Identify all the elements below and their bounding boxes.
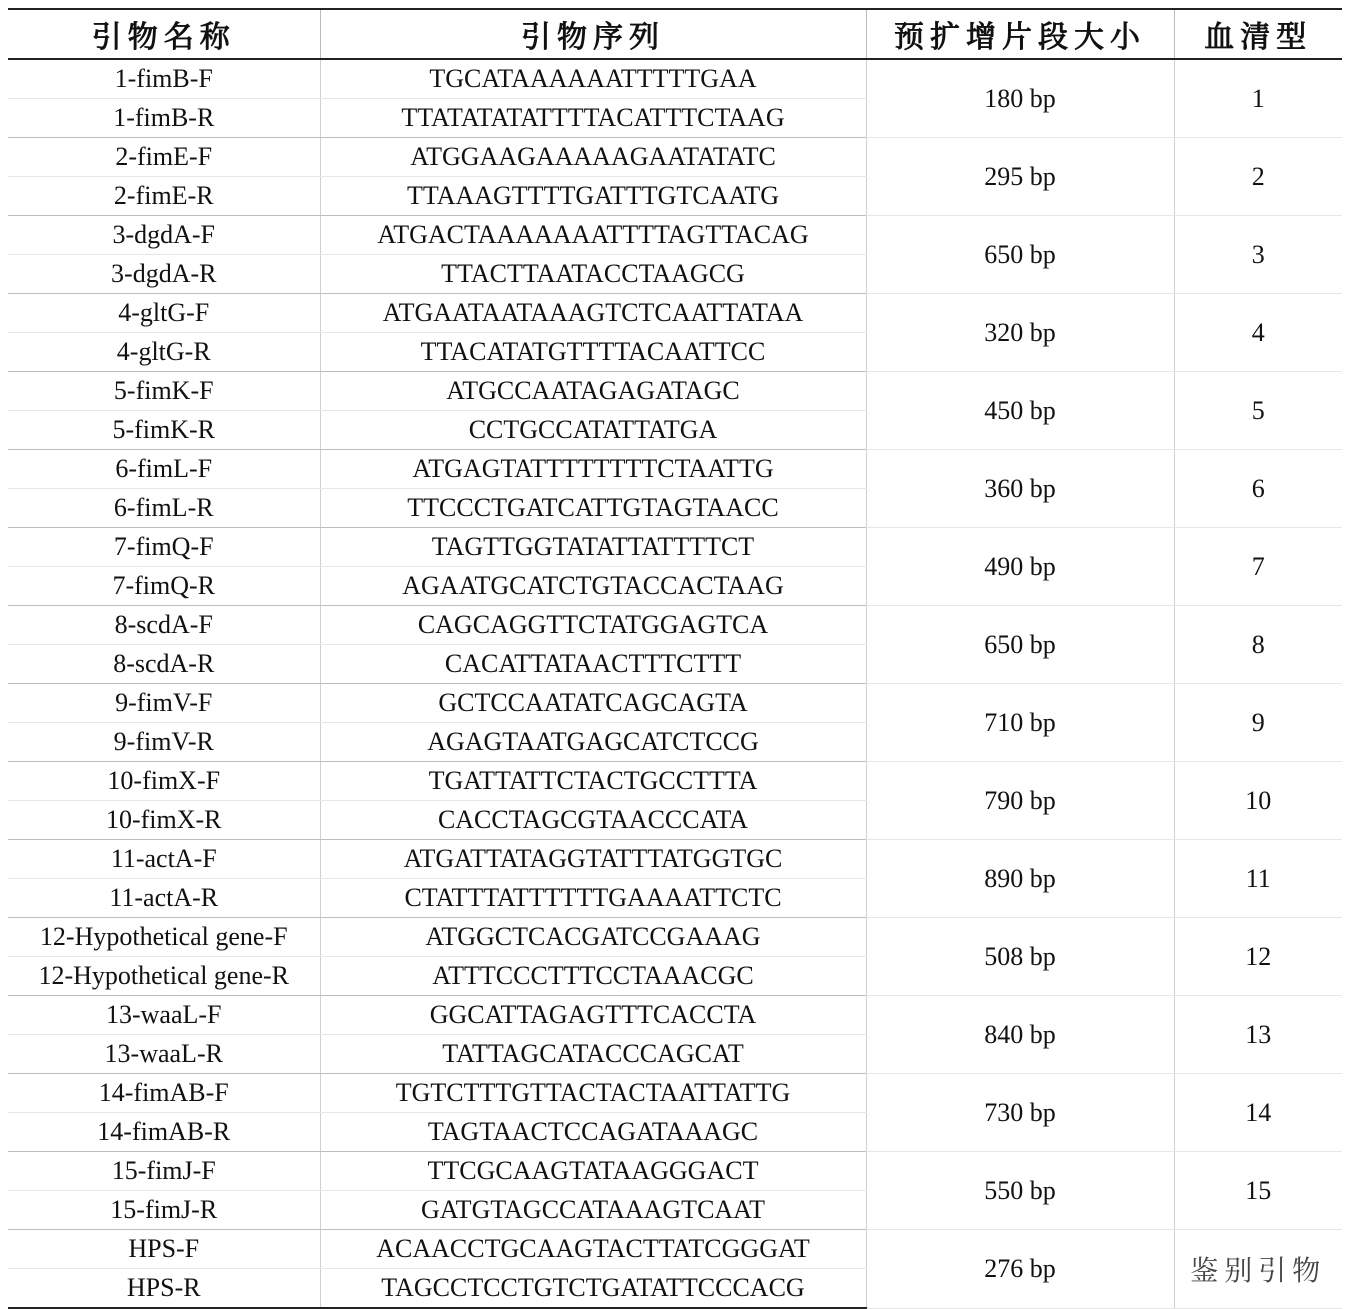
header-primer-sequence: 引物序列 [320, 9, 866, 59]
primer-name-cell: 14-fimAB-F [8, 1074, 320, 1113]
primer-name-cell: 13-waaL-F [8, 996, 320, 1035]
table-row [8, 294, 1342, 333]
primer-name-cell: 3-dgdA-F [8, 216, 320, 255]
primer-sequence-cell: TATTAGCATACCCAGCAT [320, 1035, 866, 1074]
table-row [8, 918, 1342, 957]
primer-sequence-cell: TTCGCAAGTATAAGGGACT [320, 1152, 866, 1191]
primer-sequence-cell: TTACTTAATACCTAAGCG [320, 255, 866, 294]
header-amplicon-size: 预扩增片段大小 [866, 9, 1174, 59]
serotype-cell: 3 [1174, 216, 1342, 294]
serotype-cell: 9 [1174, 684, 1342, 762]
primer-name-cell: 5-fimK-R [8, 411, 320, 450]
table-row [8, 59, 1342, 99]
primer-sequence-cell: ATGGAAGAAAAAGAATATATC [320, 138, 866, 177]
primer-sequence-cell: ATGGCTCACGATCCGAAAG [320, 918, 866, 957]
primer-sequence-cell: CTATTTATTTTTTGAAAATTCTC [320, 879, 866, 918]
table-row [8, 1230, 1342, 1269]
primer-sequence-cell: ATGACTAAAAAAATTTTAGTTACAG [320, 216, 866, 255]
primer-sequence-cell: ATTTCCCTTTCCTAAACGC [320, 957, 866, 996]
primer-name-cell: 1-fimB-R [8, 99, 320, 138]
primer-sequence-cell: CACATTATAACTTTCTTT [320, 645, 866, 684]
primer-name-cell: 9-fimV-R [8, 723, 320, 762]
primer-name-cell: 2-fimE-F [8, 138, 320, 177]
primer-sequence-cell: CCTGCCATATTATGA [320, 411, 866, 450]
amplicon-size-cell: 295 bp [866, 138, 1174, 216]
primer-sequence-cell: TTACATATGTTTTACAATTCC [320, 333, 866, 372]
primer-sequence-cell: ATGAGTATTTTTTTTCTAATTG [320, 450, 866, 489]
amplicon-size-cell: 650 bp [866, 606, 1174, 684]
serotype-cell: 4 [1174, 294, 1342, 372]
primer-name-cell: 15-fimJ-R [8, 1191, 320, 1230]
primer-sequence-cell: TTCCCTGATCATTGTAGTAACC [320, 489, 866, 528]
primer-name-cell: 7-fimQ-F [8, 528, 320, 567]
table-row [8, 762, 1342, 801]
serotype-cell: 鉴别引物 [1174, 1230, 1342, 1309]
primer-sequence-cell: GGCATTAGAGTTTCACCTA [320, 996, 866, 1035]
amplicon-size-cell: 710 bp [866, 684, 1174, 762]
serotype-cell: 13 [1174, 996, 1342, 1074]
serotype-cell: 5 [1174, 372, 1342, 450]
table-body [8, 59, 1342, 1308]
table-row [8, 996, 1342, 1035]
table-row [8, 840, 1342, 879]
table-row [8, 684, 1342, 723]
serotype-cell: 8 [1174, 606, 1342, 684]
primer-name-cell: 15-fimJ-F [8, 1152, 320, 1191]
primer-name-cell: 11-actA-F [8, 840, 320, 879]
primer-sequence-cell: ATGAATAATAAAGTCTCAATTATAA [320, 294, 866, 333]
amplicon-size-cell: 490 bp [866, 528, 1174, 606]
primer-sequence-cell: ACAACCTGCAAGTACTTATCGGGAT [320, 1230, 866, 1269]
table-row [8, 138, 1342, 177]
amplicon-size-cell: 508 bp [866, 918, 1174, 996]
table-row [8, 216, 1342, 255]
primer-name-cell: 12-Hypothetical gene-R [8, 957, 320, 996]
amplicon-size-cell: 650 bp [866, 216, 1174, 294]
header-row [8, 9, 1342, 59]
amplicon-size-cell: 840 bp [866, 996, 1174, 1074]
serotype-cell: 1 [1174, 59, 1342, 138]
primer-name-cell: 4-gltG-F [8, 294, 320, 333]
primer-sequence-cell: CACCTAGCGTAACCCATA [320, 801, 866, 840]
amplicon-size-cell: 730 bp [866, 1074, 1174, 1152]
table-row [8, 1074, 1342, 1113]
primer-sequence-cell: TTAAAGTTTTGATTTGTCAATG [320, 177, 866, 216]
table-row [8, 528, 1342, 567]
table-row [8, 1152, 1342, 1191]
primer-sequence-cell: AGAGTAATGAGCATCTCCG [320, 723, 866, 762]
primer-name-cell: 13-waaL-R [8, 1035, 320, 1074]
primer-sequence-cell: TGATTATTCTACTGCCTTTA [320, 762, 866, 801]
serotype-cell: 14 [1174, 1074, 1342, 1152]
primer-sequence-cell: TTATATATATTTTACATTTCTAAG [320, 99, 866, 138]
primer-name-cell: 8-scdA-F [8, 606, 320, 645]
primer-name-cell: HPS-R [8, 1269, 320, 1309]
primer-name-cell: 10-fimX-F [8, 762, 320, 801]
primer-name-cell: 6-fimL-R [8, 489, 320, 528]
amplicon-size-cell: 450 bp [866, 372, 1174, 450]
table-row [8, 450, 1342, 489]
primer-sequence-cell: ATGATTATAGGTATTTATGGTGC [320, 840, 866, 879]
primer-sequence-cell: AGAATGCATCTGTACCACTAAG [320, 567, 866, 606]
primer-name-cell: 11-actA-R [8, 879, 320, 918]
primer-sequence-cell: TGCATAAAAAATTTTTGAA [320, 59, 866, 99]
primer-name-cell: 12-Hypothetical gene-F [8, 918, 320, 957]
serotype-cell: 6 [1174, 450, 1342, 528]
primer-name-cell: 14-fimAB-R [8, 1113, 320, 1152]
primer-sequence-cell: GCTCCAATATCAGCAGTA [320, 684, 866, 723]
primer-name-cell: 3-dgdA-R [8, 255, 320, 294]
amplicon-size-cell: 890 bp [866, 840, 1174, 918]
primer-name-cell: 1-fimB-F [8, 59, 320, 99]
primer-name-cell: 10-fimX-R [8, 801, 320, 840]
amplicon-size-cell: 790 bp [866, 762, 1174, 840]
primer-name-cell: 5-fimK-F [8, 372, 320, 411]
primer-name-cell: 7-fimQ-R [8, 567, 320, 606]
primer-name-cell: 6-fimL-F [8, 450, 320, 489]
amplicon-size-cell: 550 bp [866, 1152, 1174, 1230]
primer-sequence-cell: TGTCTTTGTTACTACTAATTATTG [320, 1074, 866, 1113]
primer-sequence-cell: ATGCCAATAGAGATAGC [320, 372, 866, 411]
primer-sequence-cell: TAGCCTCCTGTCTGATATTCCCACG [320, 1269, 866, 1309]
amplicon-size-cell: 320 bp [866, 294, 1174, 372]
serotype-cell: 15 [1174, 1152, 1342, 1230]
primer-name-cell: 2-fimE-R [8, 177, 320, 216]
amplicon-size-cell: 276 bp [866, 1230, 1174, 1309]
table-row [8, 372, 1342, 411]
serotype-cell: 7 [1174, 528, 1342, 606]
table-row [8, 606, 1342, 645]
primer-name-cell: HPS-F [8, 1230, 320, 1269]
serotype-cell: 12 [1174, 918, 1342, 996]
amplicon-size-cell: 360 bp [866, 450, 1174, 528]
header-serotype: 血清型 [1174, 9, 1342, 59]
serotype-cell: 11 [1174, 840, 1342, 918]
primer-sequence-cell: TAGTTGGTATATTATTTTCT [320, 528, 866, 567]
primer-sequence-cell: CAGCAGGTTCTATGGAGTCA [320, 606, 866, 645]
primer-table-container [8, 8, 1342, 1309]
primer-name-cell: 8-scdA-R [8, 645, 320, 684]
serotype-cell: 10 [1174, 762, 1342, 840]
primer-sequence-cell: GATGTAGCCATAAAGTCAAT [320, 1191, 866, 1230]
header-primer-name: 引物名称 [8, 9, 320, 59]
primer-sequence-cell: TAGTAACTCCAGATAAAGC [320, 1113, 866, 1152]
primer-name-cell: 9-fimV-F [8, 684, 320, 723]
primer-table [8, 8, 1342, 1309]
amplicon-size-cell: 180 bp [866, 59, 1174, 138]
serotype-cell: 2 [1174, 138, 1342, 216]
primer-name-cell: 4-gltG-R [8, 333, 320, 372]
